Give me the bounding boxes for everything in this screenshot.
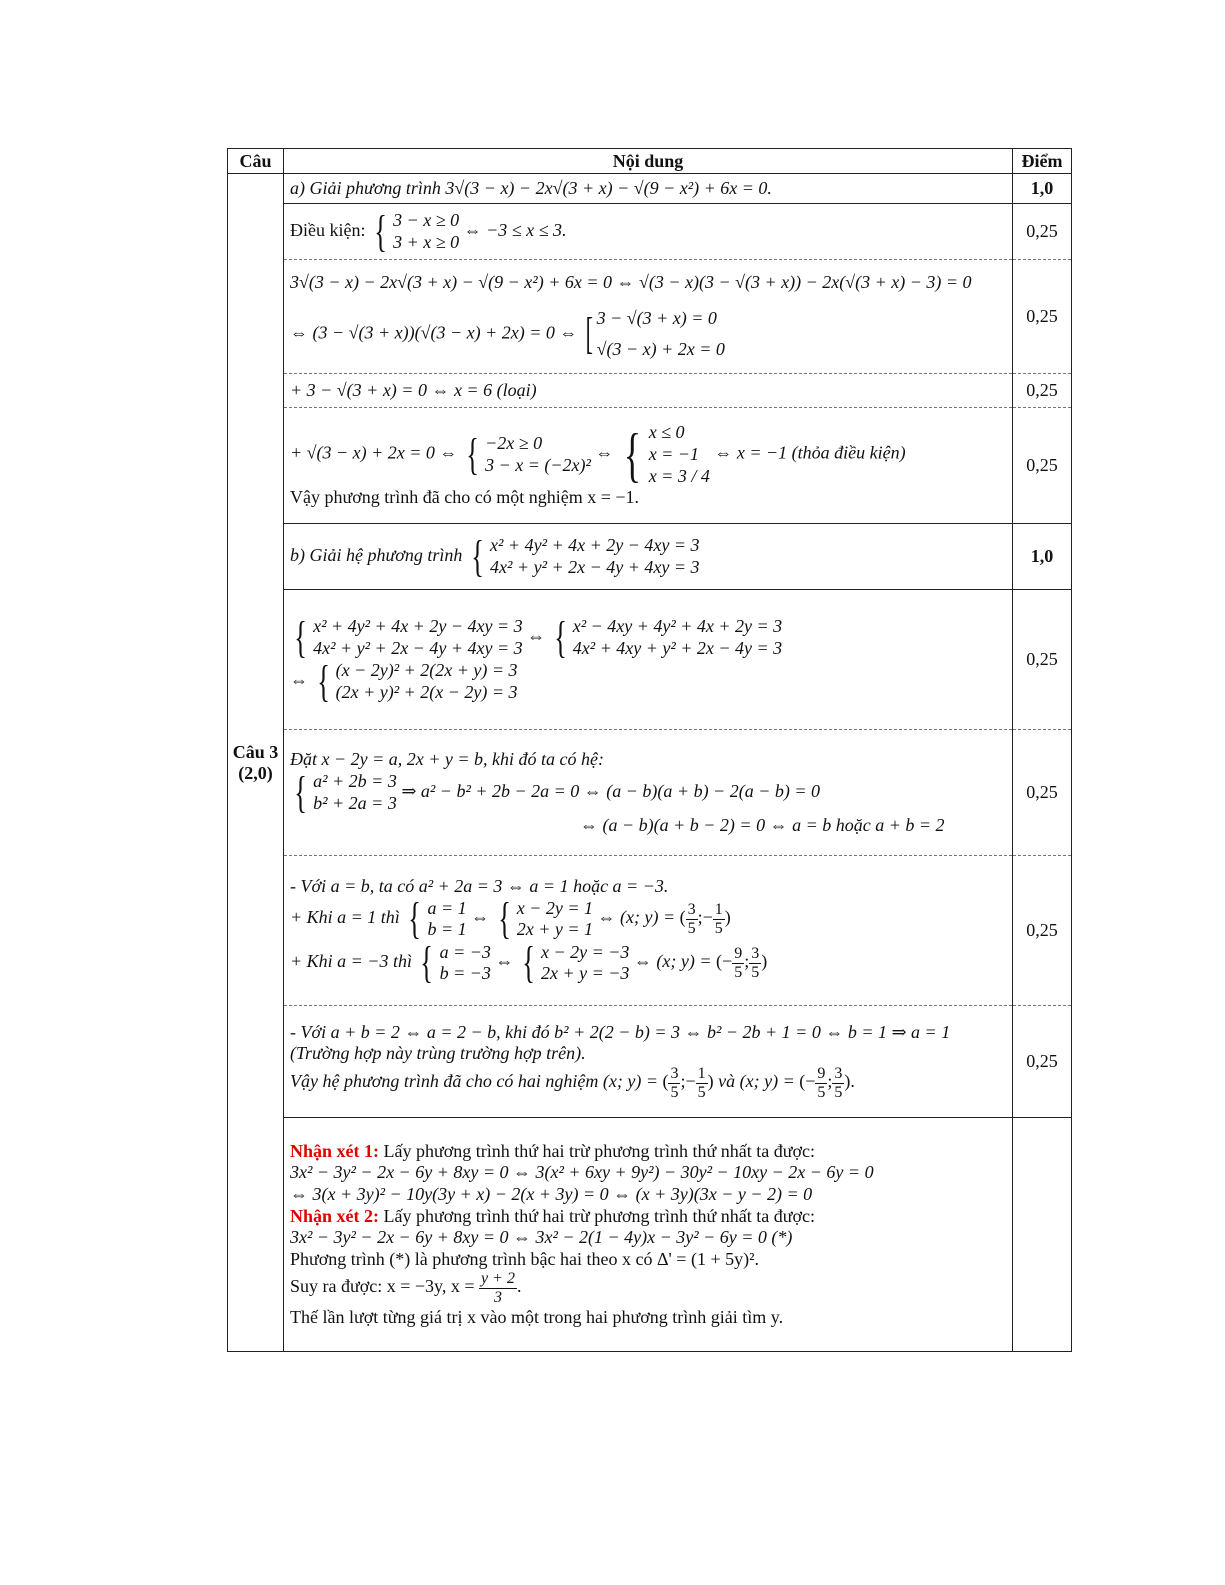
case-sum-row: - Với a + b = 2 ⇔ a = 2 − b, khi đó b² + 2(2 − b) = 3 ⇔ b² − 2b + 1 = 0 ⇔ b = 1 ⇒ a = 1 (Trường hợp này trùng trường hợp trên). Vậy hệ phương trình đã cho có hai nghiệm (x; y) = ( $\frac{3}{5}$ ;− $\frac{1}{5}$ ) và (x; y) = (− $\frac{9}{5}$ ; $\frac{3}{5}$ ).	[284, 1006, 1013, 1118]
condition-row: Điều kiện: { 3 − x ≥ 0 3 + x ≥ 0 ⇔ −3 ≤ x ≤ 3.	[284, 204, 1013, 260]
points-part-b: 1,0	[1013, 524, 1072, 590]
system-transform-row: { x² + 4y² + 4x + 2y − 4xy = 3 4x² + y² + 2x − 4y + 4xy = 3 ⇔ { x² − 4xy + 4y² + 4x + 2y = 3 4x² + 4xy + y² + 2x − 4y = 3 ⇔ { (x − 2y)² + 2(2x + y) = 3 (2x + y)² + 2(x − 2y) = 3	[284, 590, 1013, 730]
question-label: Câu 3 (2,0)	[228, 174, 284, 1352]
header-diem: Điểm	[1013, 149, 1072, 174]
part-b-title: b) Giải hệ phương trình { x² + 4y² + 4x + 2y − 4xy = 3 4x² + y² + 2x − 4y + 4xy = 3	[284, 524, 1013, 590]
points-part-a: 1,0	[1013, 174, 1072, 204]
remark-1-label: Nhận xét 1:	[290, 1140, 379, 1161]
case-1-row: + 3 − √(3 + x) = 0 ⇔ x = 6 (loại)	[284, 374, 1013, 408]
case-a-equals-b-row: - Với a = b, ta có a² + 2a = 3 ⇔ a = 1 hoặc a = −3. + Khi a = 1 thì { a = 1 b = 1 ⇔ { x − 2y = 1 2x + y = 1 ⇔ (x; y) = ( $\frac{3}{5}$ ;− $\frac{1}{5}$ ) + Khi a = −3 thì { a = −3 b = −3 ⇔ { x − 2y = −3 2x + y = −3 ⇔ (x; y) = (− $\frac{9}{5}$ ; $\frac{3}{5}$ )	[284, 856, 1013, 1006]
condition-system: { 3 − x ≥ 0 3 + x ≥ 0	[374, 206, 460, 256]
case-2-row: + √(3 − x) + 2x = 0 ⇔ { −2x ≥ 0 3 − x = (−2x)² ⇔ { x ≤ 0 x = −1 x = 3 / 4 ⇔ x = −1 (thỏa điều kiện) Vậy phương trình đã cho có một nghiệm x = −1.	[284, 408, 1013, 524]
header-cau: Câu	[228, 149, 284, 174]
part-a-title: a) Giải phương trình 3√(3 − x) − 2x√(3 + x) − √(9 − x²) + 6x = 0.	[284, 174, 1013, 204]
substitution-row: Đặt x − 2y = a, 2x + y = b, khi đó ta có hệ: { a² + 2b = 3 b² + 2a = 3 ⇒ a² − b² + 2b − 2a = 0 ⇔ (a − b)(a + b) − 2(a − b) = 0 ⇔ (a − b)(a + b − 2) = 0 ⇔ a = b hoặc a + b = 2	[284, 730, 1013, 856]
factorization-row: 3√(3 − x) − 2x√(3 + x) − √(9 − x²) + 6x = 0 ⇔ √(3 − x)(3 − √(3 + x)) − 2x(√(3 + x) − 3) = 0 ⇔ (3 − √(3 + x))(√(3 − x) + 2x) = 0 ⇔ [ 3 − √(3 + x) = 0 √(3 − x) + 2x = 0	[284, 260, 1013, 374]
solution-table: Câu Nội dung Điểm Câu 3 (2,0) a) Giải phương trình 3√(3 − x) − 2x√(3 + x) − √(9 − x²) + 6x = 0. 1,0 Điều kiện: { 3 − x ≥ 0 3 + x ≥ 0 ⇔ −3 ≤ x ≤ 3. 0,25 3√(3 − x) − 2x√(3 + x) − √(9 − x²) + 6x = 0 ⇔ √(3 − x)(3 − √(3 + x)) − 2x(√(3 + x) − 3) = 0 ⇔ (3 − √(3 + x))(√(3 − x) + 2x) = 0 ⇔ [ 3 − √(3 + x) = 0 √(3 − x) + 2x = 0 0,25 + 3 − √(3 + x) = 0 ⇔ x = 6 (loại) 0,25 + √(3 − x) + 2x = 0 ⇔ { −2x ≥ 0 3 − x = (−2x)² ⇔ { x ≤ 0 x = −1 x = 3 / 4 ⇔ x = −1 (thỏa điều kiện) Vậy phương trình đã cho có một nghiệm x = −1. 0,25 b) Giải hệ phương trình { x² + 4y² + 4x + 2y − 4xy = 3 4x² + y² + 2x − 4y + 4xy = 3 1,0 { x² + 4y² + 4x + 2y − 4xy = 3 4x² + y² + 2x − 4y + 4xy = 3 ⇔ { x² − 4xy + 4y² + 4x + 2y = 3 4x² + 4xy + y² + 2x − 4y = 3 ⇔ { (x − 2y)² + 2(2x + y) = 3 (2x + y)² + 2(x − 2y) = 3 0,25 Đặt x − 2y = a, 2x + y = b, khi đó ta có hệ: { a² + 2b = 3 b² + 2a = 3 ⇒ a² − b² + 2b − 2a = 0 ⇔ (a − b)(a + b) − 2(a − b) = 0 ⇔ (a − b)(a + b − 2) = 0 ⇔ a = b hoặc a + b = 2 0,25 - Với a = b, ta có a² + 2a = 3 ⇔ a = 1 hoặc a = −3. + Khi a = 1 thì { a = 1 b = 1 ⇔ { x − 2y = 1 2x + y = 1 ⇔ (x; y) = ( $\frac{3}{5}$ ;− $\frac{1}{5}$ ) + Khi a = −3 thì { a = −3 b = −3 ⇔ { x − 2y = −3 2x + y = −3 ⇔ (x; y) = (− $\frac{9}{5}$ ; $\frac{3}{5}$ ) 0,25 - Với a + b = 2 ⇔ a = 2 − b, khi đó b² + 2(2 − b) = 3 ⇔ b² − 2b + 1 = 0 ⇔ b = 1 ⇒ a = 1 (Trường hợp này trùng trường hợp trên). Vậy hệ phương trình đã cho có hai nghiệm (x; y) = ( $\frac{3}{5}$ ;− $\frac{1}{5}$ ) và (x; y) = (− $\frac{9}{5}$ ; $\frac{3}{5}$ ). 0,25 Nhận xét 1: Lấy phương trình thứ hai trừ phương trình thứ nhất ta được: 3x² − 3y² − 2x − 6y + 8xy = 0 ⇔ 3(x² + 6xy + 9y²) − 30y² − 10xy − 2x − 6y = 0 ⇔ 3(x + 3y)² − 10y(3y + x) − 2(x + 3y) = 0 ⇔ (x + 3y)(3x − y − 2) = 0 Nhận xét 2: Lấy phương trình thứ hai trừ phương trình thứ nhất ta được: 3x² − 3y² − 2x − 6y + 8xy = 0 ⇔ 3x² − 2(1 − 4y)x − 3y² − 6y = 0 (*) Phương trình (*) là phương trình bậc hai theo x có Δ' = (1 + 5y)². Suy ra được: x = −3y, x = $\frac{y + 2}{3}$ . Thế lần lượt từng giá trị x vào một trong hai phương trình giải tìm y.	[227, 148, 1072, 1352]
remark-2-label: Nhận xét 2:	[290, 1205, 379, 1226]
remarks-row: Nhận xét 1: Lấy phương trình thứ hai trừ phương trình thứ nhất ta được: 3x² − 3y² − 2x − 6y + 8xy = 0 ⇔ 3(x² + 6xy + 9y²) − 30y² − 10xy − 2x − 6y = 0 ⇔ 3(x + 3y)² − 10y(3y + x) − 2(x + 3y) = 0 ⇔ (x + 3y)(3x − y − 2) = 0 Nhận xét 2: Lấy phương trình thứ hai trừ phương trình thứ nhất ta được: 3x² − 3y² − 2x − 6y + 8xy = 0 ⇔ 3x² − 2(1 − 4y)x − 3y² − 6y = 0 (*) Phương trình (*) là phương trình bậc hai theo x có Δ' = (1 + 5y)². Suy ra được: x = −3y, x = $\frac{y + 2}{3}$ . Thế lần lượt từng giá trị x vào một trong hai phương trình giải tìm y.	[284, 1118, 1013, 1352]
header-noi-dung: Nội dung	[284, 149, 1013, 174]
